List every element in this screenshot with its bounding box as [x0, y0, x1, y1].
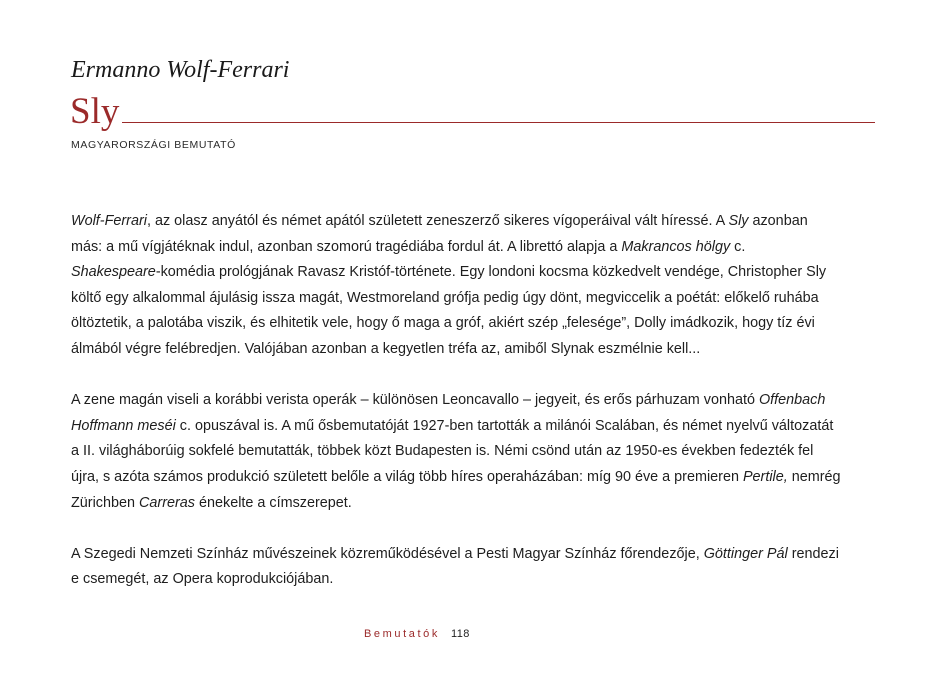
text-line	[71, 311, 886, 337]
text-run: Zürichben	[71, 494, 139, 511]
title-row	[70, 92, 875, 132]
text-run: rendezi	[787, 545, 839, 562]
composer-name: Ermanno Wolf-Ferrari	[71, 57, 290, 83]
text-run: A zene magán viseli a korábbi verista operák – különösen Leoncavallo – jegyeit, és erős párhuzam vonható	[71, 392, 759, 409]
subtitle: MAGYARORSZÁGI BEMUTATÓ	[71, 139, 236, 151]
italic-text-run: Offenbach	[758, 392, 826, 409]
italic-text-run: Carreras	[139, 494, 195, 511]
article-body	[71, 209, 886, 619]
text-run: énekelte a címszerepet.	[194, 494, 352, 511]
text-run: azonban	[748, 213, 808, 229]
text-run: öltöztetik, a palotába viszik, és elhitetik vele, hogy ő maga a gróf, akiért szép „felesége”, Dolly imádkozik, hogy tíz évi	[71, 315, 815, 332]
text-run: -komédia prológjának Ravasz Kristóf-története. Egy londoni kocsma közkedvelt vendége, Christopher Sly	[155, 264, 827, 281]
text-line	[71, 414, 886, 440]
text-run: költő egy alkalommal ájulásig issza magát, Westmoreland grófja pedig úgy dönt, megviccelik a poétát: előkelő ruhába	[71, 289, 819, 306]
footer-section-label: Bemutatók	[364, 628, 440, 640]
text-line	[71, 491, 886, 517]
text-line	[71, 388, 886, 414]
text-run: c.	[730, 238, 746, 255]
text-run: álmából végre felébredjen. Valójában azonban a kegyetlen tréfa az, amiből Slynak eszmélnie kell...	[71, 340, 701, 357]
text-run: c. opuszával is. A mű ősbemutatóját 1927-ben tartották a milánói Scalában, és német nyelvű változatát	[175, 417, 834, 434]
italic-text-run: Sly	[728, 213, 749, 229]
italic-text-run: Pertile,	[742, 468, 788, 485]
italic-text-run: Hoffmann meséi	[71, 417, 176, 434]
page-number: 118	[451, 628, 470, 640]
text-run: , az olasz anyától és német apától született zeneszerző sikeres vígoperáival vált híressé. A	[146, 213, 729, 229]
text-line	[71, 235, 886, 261]
text-line	[71, 286, 886, 312]
text-run: újra, s azóta számos produkció született belőle a világ több híres operaházában: míg 90 éve a premieren	[71, 468, 743, 485]
italic-text-run: Makrancos hölgy	[621, 238, 731, 255]
page-title: Sly	[70, 91, 120, 132]
paragraph	[71, 542, 886, 593]
text-line	[71, 542, 886, 568]
paragraph	[71, 388, 886, 516]
italic-text-run: Shakespeare	[71, 264, 156, 281]
text-line	[71, 465, 886, 491]
text-run: A Szegedi Nemzeti Színház művészeinek közreműködésével a Pesti Magyar Színház főrendezője,	[71, 545, 704, 562]
paragraph	[71, 209, 886, 363]
text-line	[71, 567, 886, 593]
text-run: más: a mű vígjátéknak indul, azonban szomorú tragédiába fordul át. A librettó alapja a	[71, 238, 622, 255]
title-rule	[122, 122, 875, 123]
text-run: a II. világháborúig sokfelé bemutatták, többek közt Budapesten is. Némi csönd után az 1950-es években fedezték fel	[71, 443, 814, 460]
text-line	[71, 209, 886, 235]
text-run: e csemegét, az Opera koprodukciójában.	[71, 571, 334, 588]
text-run: nemrég	[787, 468, 841, 485]
text-line	[71, 337, 886, 363]
italic-text-run: Göttinger Pál	[703, 545, 788, 562]
text-line	[71, 260, 886, 286]
italic-text-run: Wolf-Ferrari	[71, 213, 147, 229]
text-line	[71, 439, 886, 465]
